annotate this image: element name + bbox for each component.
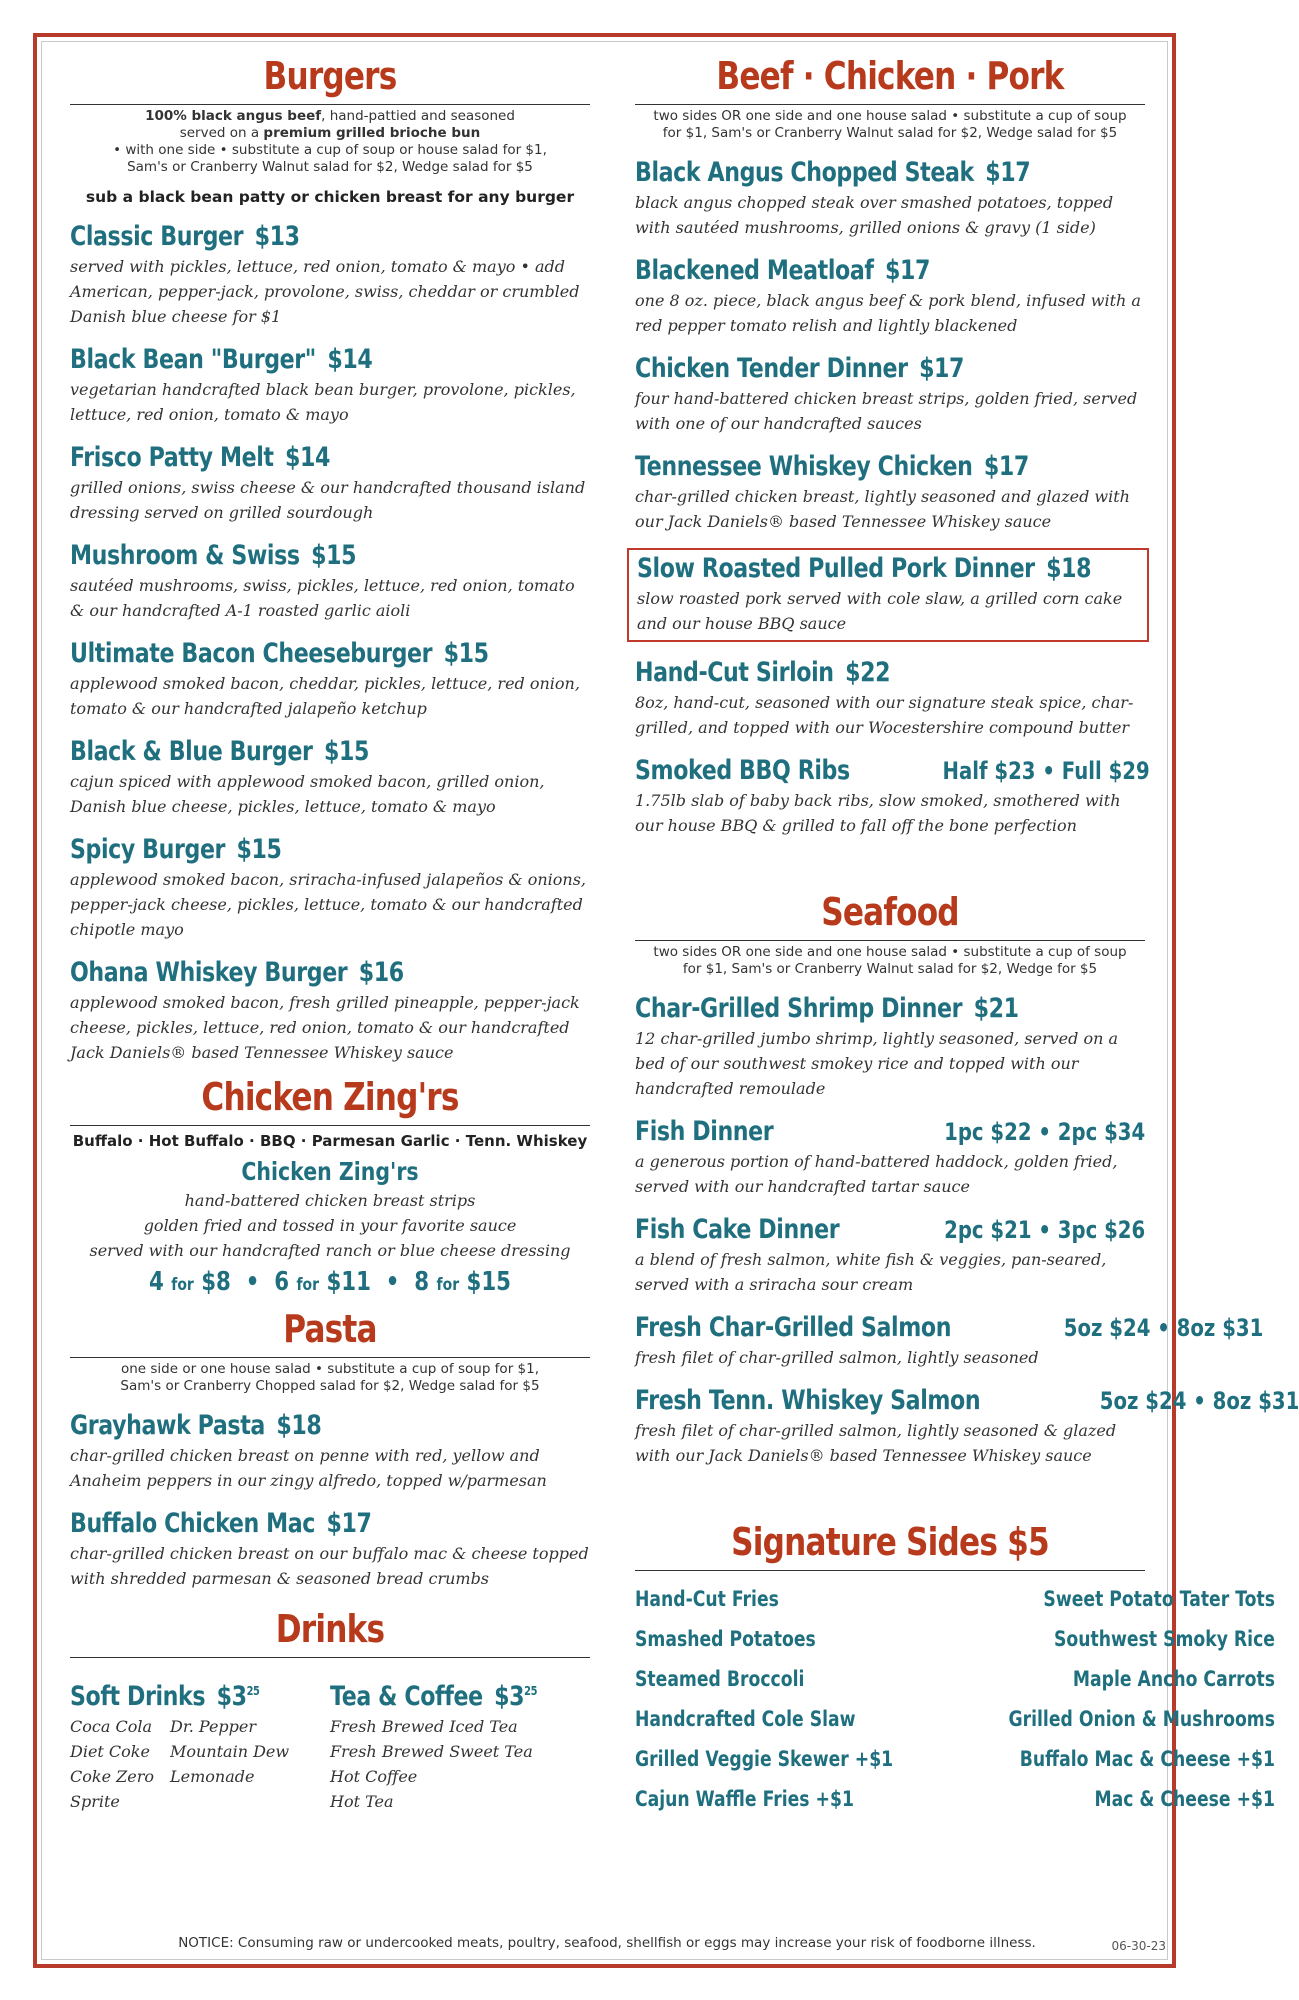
menu-item: Hand-Cut Sirloin $22 8oz, hand-cut, seasoned with our signature steak spice, char-grilled, and topped with our Wocestershire compound butter [635, 657, 1134, 737]
menu-item: Blackened Meatloaf $17 one 8 oz. piece, black angus beef & pork blend, infused with a red pepper tomato relish and lightly blackened [635, 255, 1141, 335]
side-item: Southwest Smoky Rice [1053, 1627, 1275, 1651]
food-safety-notice: NOTICE: Consuming raw or undercooked meats, poultry, seafood, shellfish or eggs may increase your risk of foodborne illness. [178, 1935, 1036, 1951]
highlighted-menu-item: Slow Roasted Pulled Pork Dinner $18 slow roasted pork served with cole slaw, a grilled corn cake and our house BBQ sauce [627, 548, 1149, 642]
side-item: Steamed Broccoli [635, 1667, 805, 1691]
menu-item: Grayhawk Pasta $18 char-grilled chicken breast on penne with red, yellow and Anaheim peppers in our zingy alfredo, topped w/parmesan [70, 1410, 547, 1490]
left-column [70, 52, 590, 1814]
burgers-note: 100% black angus beef, hand-pattied and seasoned served on a premium grilled brioche bun • with one side • substitute a cup of soup or house salad for $1, Sam's or Cranberry Walnut salad for $2, Wedge salad for $5 [113, 108, 547, 175]
drinks-section [70, 1674, 590, 1814]
seafood-title: Seafood [821, 890, 959, 934]
sides-title: Signature Sides $5 [731, 1520, 1049, 1564]
zing-title: Chicken Zing'rs [201, 1075, 459, 1119]
menu-item: Char-Grilled Shrimp Dinner $21 12 char-grilled jumbo shrimp, lightly seasoned, served on a bed of our southwest smokey rice and topped with our handcrafted remoulade [635, 993, 1119, 1098]
menu-item: Fish Cake Dinner 2pc $21 • 3pc $26 a blend of fresh salmon, white fish & veggies, pan-seared, served with a sriracha sour cream [635, 1214, 1145, 1294]
divider [635, 1570, 1145, 1571]
menu-item: Spicy Burger $15 applewood smoked bacon, sriracha-infused jalapeños & onions, pepper-jack cheese, pickles, lettuce, tomato & our handcrafted chipotle mayo [70, 834, 587, 939]
menu-item: Black Angus Chopped Steak $17 black angus chopped steak over smashed potatoes, topped with sautéed mushrooms, grilled onions & gravy (1 side) [635, 157, 1114, 237]
menu-item: Fish Dinner 1pc $22 • 2pc $34 a generous portion of hand-battered haddock, golden fried, served with our handcrafted tartar sauce [635, 1116, 1145, 1196]
menu-item: Black Bean "Burger" $14 vegetarian handcrafted black bean burger, provolone, pickles, lettuce, red onion, tomato & mayo [70, 344, 576, 424]
right-column [635, 52, 1299, 1813]
pasta-note: one side or one house salad • substitute a cup of soup for $1, Sam's or Cranberry Chopped salad for $2, Wedge salad for $5 [120, 1361, 540, 1394]
sides-list [635, 1585, 1275, 1813]
menu-date: 06-30-23 [1111, 1939, 1166, 1953]
menu-item: Ultimate Bacon Cheeseburger $15 applewood smoked bacon, cheddar, pickles, lettuce, red onion, tomato & our handcrafted jalapeño ketchup [70, 638, 580, 718]
tea-coffee: Tea & Coffee $\$3^{25}$ Fresh Brewed Iced Tea Fresh Brewed Sweet Tea Hot Coffee Hot Tea [330, 1681, 538, 1811]
side-item: Cajun Waffle Fries +$1 [635, 1787, 854, 1811]
burger-sub-note: sub a black bean patty or chicken breast for any burger [85, 188, 575, 206]
side-item: Buffalo Mac & Cheese +$1 [1019, 1747, 1275, 1771]
zing-flavors: Buffalo · Hot Buffalo · BBQ · Parmesan Garlic · Tenn. Whiskey [72, 1132, 588, 1150]
menu-item: Fresh Tenn. Whiskey Salmon 5oz $24 • 8oz $31 fresh filet of char-grilled salmon, lightly seasoned & glazed with our Jack Daniels® based Tennessee Whiskey sauce [635, 1385, 1299, 1465]
bcp-title: Beef · Chicken · Pork [716, 54, 1064, 98]
side-item: Smashed Potatoes [635, 1627, 816, 1651]
drinks-title: Drinks [275, 1607, 385, 1651]
burgers-title: Burgers [263, 54, 397, 98]
menu-item: Black & Blue Burger $15 cajun spiced with applewood smoked bacon, grilled onion, Danish blue cheese, pickles, lettuce, tomato & mayo [70, 736, 545, 816]
side-item: Grilled Veggie Skewer +$1 [635, 1747, 894, 1771]
menu-item: Ohana Whiskey Burger $16 applewood smoked bacon, fresh grilled pineapple, pepper-jack cheese, pickles, lettuce, red onion, tomato & our handcrafted Jack Daniels® based Tennessee Whiskey sauce [70, 957, 580, 1062]
divider [70, 104, 590, 105]
side-item: Hand-Cut Fries [635, 1587, 779, 1611]
side-item: Handcrafted Cole Slaw [635, 1707, 856, 1731]
side-item: Mac & Cheese +$1 [1094, 1787, 1275, 1811]
divider [70, 1125, 590, 1126]
menu-item: Mushroom & Swiss $15 sautéed mushrooms, swiss, pickles, lettuce, red onion, tomato & our handcrafted A-1 roasted garlic aioli [70, 540, 575, 620]
divider [635, 940, 1145, 941]
menu-item: Tennessee Whiskey Chicken $17 char-grilled chicken breast, lightly seasoned and glazed with our Jack Daniels® based Tennessee Whiskey sauce [635, 451, 1130, 531]
menu-item: Classic Burger $13 served with pickles, lettuce, red onion, tomato & mayo • add American, pepper-jack, provolone, swiss, cheddar or crumbled Danish blue cheese for $1 [70, 221, 580, 326]
divider [635, 104, 1145, 105]
zing-desc: hand-battered chicken breast strips golden fried and tossed in your favorite sauce served with our handcrafted ranch or blue cheese dressing [89, 1191, 571, 1260]
zing-item-title: Chicken Zing'rs [241, 1157, 419, 1186]
menu-item: Chicken Tender Dinner $17 four hand-battered chicken breast strips, golden fried, served with one of our handcrafted sauces [635, 353, 1138, 433]
menu-item: Fresh Char-Grilled Salmon 5oz $24 • 8oz $31 fresh filet of char-grilled salmon, lightly seasoned [635, 1312, 1264, 1367]
menu-item: Frisco Patty Melt $14 grilled onions, swiss cheese & our handcrafted thousand island dressing served on grilled sourdough [70, 442, 586, 522]
side-item: Maple Ancho Carrots [1072, 1667, 1275, 1691]
divider [70, 1357, 590, 1358]
menu-item: Smoked BBQ Ribs Half $23 • Full $29 1.75lb slab of baby back ribs, slow smoked, smothered with our house BBQ & grilled to fall off the bone perfection [635, 755, 1150, 835]
side-item: Sweet Potato Tater Tots [1043, 1587, 1275, 1611]
side-item: Grilled Onion & Mushrooms [1008, 1707, 1275, 1731]
divider [70, 1657, 590, 1658]
burger-list [70, 220, 590, 1065]
bcp-note: two sides OR one side and one house salad • substitute a cup of soup for $1, Sam's or Cranberry Walnut salad for $2, Wedge salad for $5 [653, 108, 1127, 141]
soft-drinks: Soft Drinks $\$3^{25}$ Coca Cola Diet Coke Coke Zero Sprite Dr. Pepper Mountain Dew Lemonade [70, 1681, 290, 1811]
seafood-note: two sides OR one side and one house salad • substitute a cup of soup for $1, Sam's or Cranberry Walnut salad for $2, Wedge for $5 [653, 944, 1127, 977]
pasta-title: Pasta [283, 1307, 377, 1351]
menu-item: Buffalo Chicken Mac $17 char-grilled chicken breast on our buffalo mac & cheese topped with shredded parmesan & seasoned bread crumbs [70, 1508, 589, 1588]
zing-prices: 4 for $8 • 6 for $11 • 8 for $15 [148, 1267, 512, 1297]
